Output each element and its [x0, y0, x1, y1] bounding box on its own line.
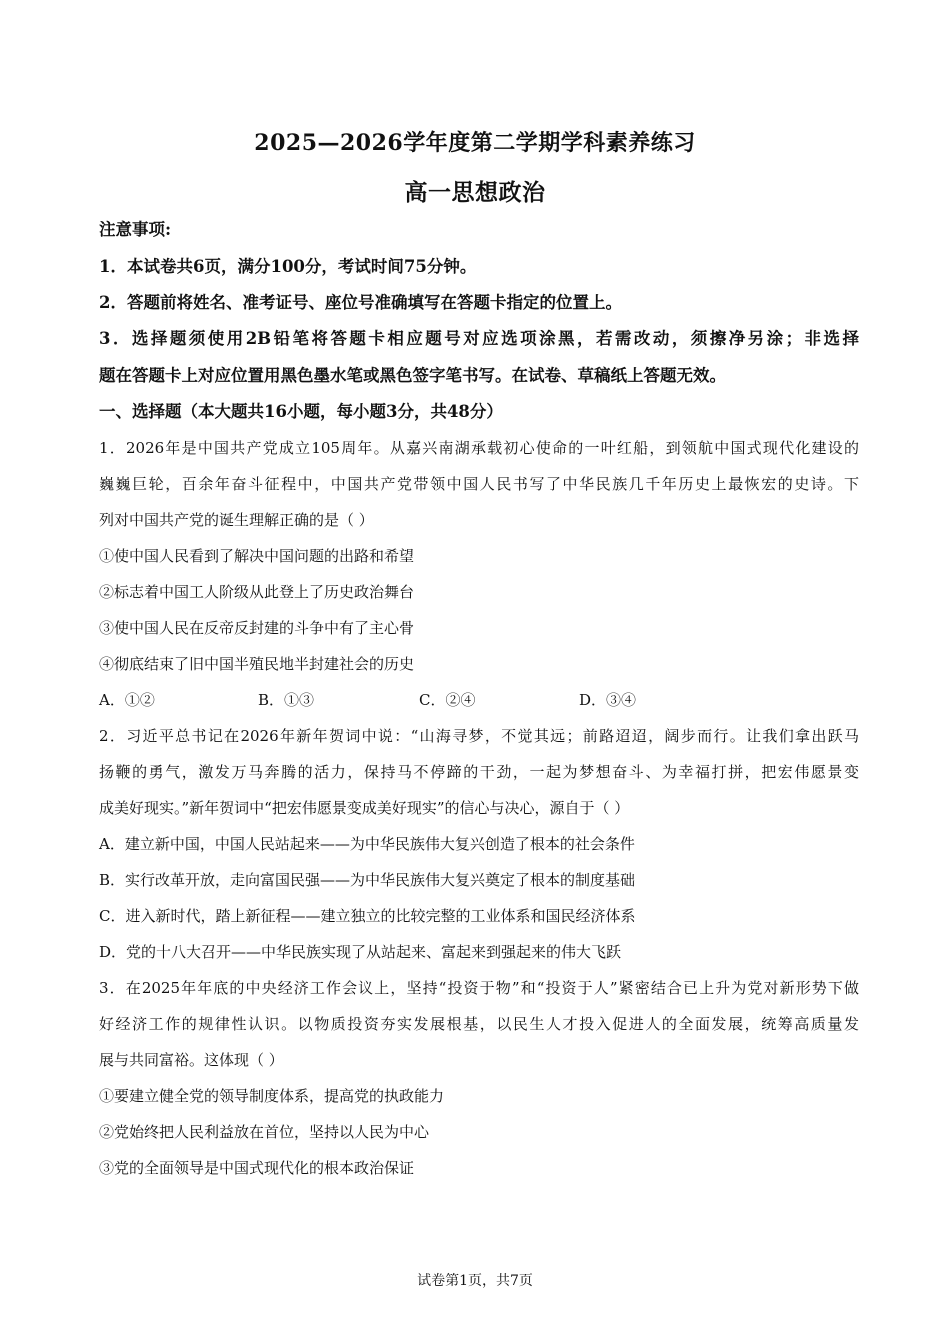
- question-2-text: 扬鞭的勇气，激发万马奔腾的活力，保持马不停蹄的干劲，一起为梦想奋斗、为幸福打拼，把宏伟愿景变: [99, 763, 859, 781]
- question-3-text: 展与共同富裕。这体现（ ）: [99, 1051, 284, 1069]
- notice-item: 3．选择题须使用2B铅笔将答题卡相应题号对应选项涂黑，若需改动，须擦净另涂；非选择: [99, 329, 859, 348]
- notice-item: 2．答题前将姓名、准考证号、座位号准确填写在答题卡指定的位置上。: [99, 293, 622, 312]
- question-1-statement: ②标志着中国工人阶级从此登上了历史政治舞台: [99, 583, 415, 601]
- question-1-text: 巍巍巨轮，百余年奋斗征程中，中国共产党带领中国人民书写了中华民族几千年历史上最恢宏的史诗。下: [99, 475, 859, 493]
- question-1-option-b: B．①③: [258, 691, 315, 709]
- question-1-statement: ④彻底结束了旧中国半殖民地半封建社会的历史: [99, 655, 415, 673]
- question-3-statement: ③党的全面领导是中国式现代化的根本政治保证: [99, 1159, 415, 1177]
- question-2-text: 成美好现实。”新年贺词中“把宏伟愿景变成美好现实”的信心与决心，源自于（ ）: [99, 799, 630, 817]
- question-2-option-a: A．建立新中国，中国人民站起来——为中华民族伟大复兴创造了根本的社会条件: [99, 835, 635, 853]
- notice-item: 1．本试卷共6页，满分100分，考试时间75分钟。: [99, 257, 477, 276]
- question-2-option-b: B．实行改革开放，走向富国民强——为中华民族伟大复兴奠定了根本的制度基础: [99, 871, 636, 889]
- page-subtitle: 高一思想政治: [404, 179, 546, 206]
- question-2-text: 2．习近平总书记在2026年新年贺词中说：“山海寻梦，不觉其远；前路迢迢，阔步而行。让我们拿出跃马: [99, 727, 859, 745]
- question-3-statement: ②党始终把人民利益放在首位，坚持以人民为中心: [99, 1123, 430, 1141]
- question-2-option-c: C．进入新时代，踏上新征程——建立独立的比较完整的工业体系和国民经济体系: [99, 907, 636, 925]
- question-2-option-d: D．党的十八大召开——中华民族实现了从站起来、富起来到强起来的伟大飞跃: [99, 943, 622, 961]
- question-1-option-a: A．①②: [99, 691, 155, 709]
- notice-heading: 注意事项:: [99, 220, 172, 239]
- page-footer: 试卷第1页，共7页: [417, 1273, 533, 1289]
- question-1-option-c: C．②④: [419, 691, 476, 709]
- question-3-text: 好经济工作的规律性认识。以物质投资夯实发展根基，以民生人才投入促进人的全面发展，统筹高质量发: [99, 1015, 859, 1033]
- page-title: 2025—2026学年度第二学期学科素养练习: [254, 130, 696, 156]
- notice-item: 题在答题卡上对应位置用黑色墨水笔或黑色签字笔书写。在试卷、草稿纸上答题无效。: [99, 366, 726, 385]
- question-1-statement: ①使中国人民看到了解决中国问题的出路和希望: [99, 547, 415, 565]
- question-3-text: 3．在2025年年底的中央经济工作会议上，坚持“投资于物”和“投资于人”紧密结合已上升为党对新形势下做: [99, 979, 859, 997]
- question-1-option-d: D．③④: [579, 691, 637, 709]
- section-heading: 一、选择题（本大题共16小题，每小题3分，共48分）: [99, 402, 503, 421]
- question-1-statement: ③使中国人民在反帝反封建的斗争中有了主心骨: [99, 619, 415, 637]
- question-3-statement: ①要建立健全党的领导制度体系，提高党的执政能力: [99, 1087, 445, 1105]
- question-1-text: 列对中国共产党的诞生理解正确的是（ ）: [99, 511, 374, 529]
- question-1-text: 1．2026年是中国共产党成立105周年。从嘉兴南湖承载初心使命的一叶红船，到领航中国式现代化建设的: [99, 439, 859, 457]
